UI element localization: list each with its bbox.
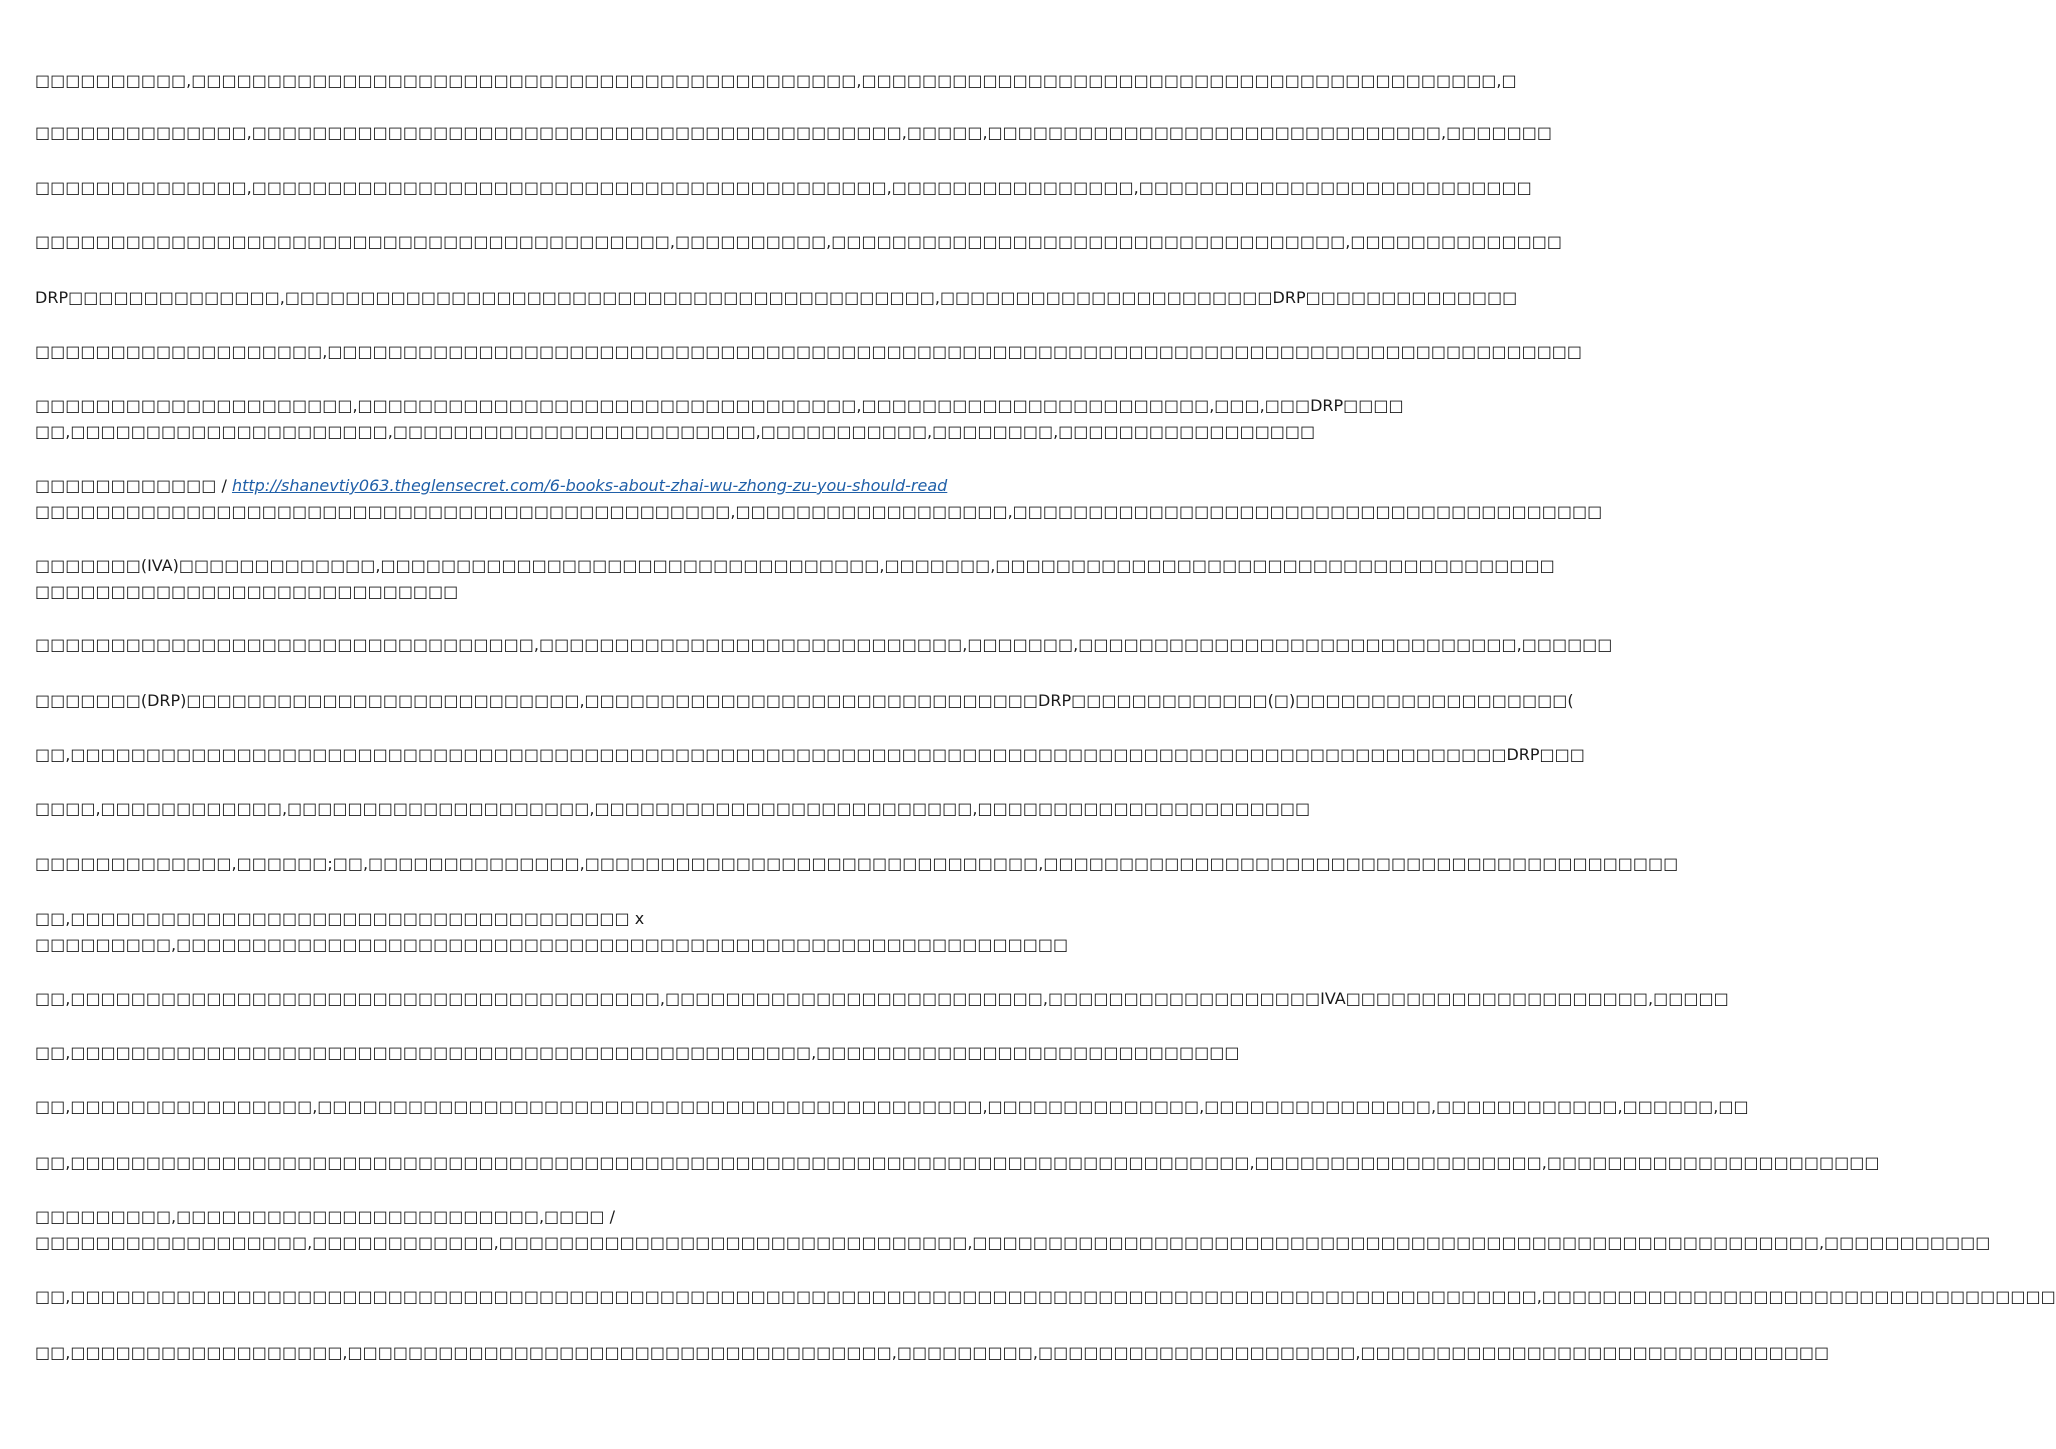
paragraph-line: □□,□□□□□□□□□□□□□□□□□□,□□□□□□□□□□□□□□□□□□□□□□□□□□□□□□□□□□□□,□□□□□□□□□,□□□□□□□□□□□□□□□□□□□□□,□□□□□□□□□□□□□□□□□□□□□□□□□□□□□□□: [35, 1343, 1830, 1362]
paragraph-11: [35, 688, 1574, 714]
paragraph-line: DRP□□□□□□□□□□□□□□,□□□□□□□□□□□□□□□□□□□□□□□□□□□□□□□□□□□□□□□□□□□,□□□□□□□□□□□□□□□□□□□□□□DRP□□□□□□□□□□□□□□: [35, 288, 1518, 307]
paragraph-line: □□,□□□□□□□□□□□□□□□□□□□□□□□□□□□□□□□□□□□□□□□□□□□□□□□□□□□□□□□□□□□□□□□□□□□□□□□□□□□□□□□□□□□□□□□□□□□□□□□□□,□□□□□□□□□□□□□□□□□□□□□□□□□□□□□□□□□□: [35, 1287, 2056, 1306]
paragraph-21: [35, 1284, 2056, 1310]
paragraph-18: [35, 1094, 1749, 1120]
paragraph-16: [35, 986, 1729, 1012]
paragraph-15: [35, 906, 1069, 958]
paragraph-line: □□,□□□□□□□□□□□□□□□□□□□□□,□□□□□□□□□□□□□□□□□□□□□□□□,□□□□□□□□□□□,□□□□□□□□,□□□□□□□□□□□□□□□□□: [35, 422, 1316, 441]
paragraph-22: [35, 1340, 1830, 1366]
paragraph-line: □□□□□□□□□,□□□□□□□□□□□□□□□□□□□□□□□□□□□□□□□□□□□□□□□□□□□□□□□□□□□□□□□□□□□: [35, 935, 1069, 954]
paragraph-line-text: □□□□□□□□□□□□ /: [35, 476, 232, 495]
paragraph-20: [35, 1204, 1991, 1256]
paragraph-line: □□,□□□□□□□□□□□□□□□□□□□□□□□□□□□□□□□□□□□□□□□,□□□□□□□□□□□□□□□□□□□□□□□□□,□□□□□□□□□□□□□□□□□□IVA□□□□□□□□□□□□□□□□□□□□,□□□□□: [35, 989, 1729, 1008]
paragraph-line: □□□□□□□□□□,□□□□□□□□□□□□□□□□□□□□□□□□□□□□□□□□□□□□□□□□□□□□,□□□□□□□□□□□□□□□□□□□□□□□□□□□□□□□□□□□□□□□□□□,□: [35, 71, 1517, 90]
paragraph-7: [35, 393, 1404, 445]
paragraph-1: [35, 68, 1517, 94]
paragraph-line: □□□□□□□□□□□□□□□□□□□□□□□□□□□□□□□□□,□□□□□□□□□□□□□□□□□□□□□□□□□□□□,□□□□□□□,□□□□□□□□□□□□□□□□□□□□□□□□□□□□□,□□□□□□: [35, 635, 1613, 654]
paragraph-line: [35, 473, 990, 499]
paragraph-line: □□□□,□□□□□□□□□□□□,□□□□□□□□□□□□□□□□□□□□,□□□□□□□□□□□□□□□□□□□□□□□□□,□□□□□□□□□□□□□□□□□□□□□□: [35, 799, 1311, 818]
paragraph-line: □□,□□□□□□□□□□□□□□□□□□□□□□□□□□□□□□□□□□□□□ x: [35, 909, 645, 928]
paragraph-line: □□□□□□□□□□□□□,□□□□□□;□□,□□□□□□□□□□□□□□,□□□□□□□□□□□□□□□□□□□□□□□□□□□□□□,□□□□□□□□□□□□□□□□□□□□□□□□□□□□□□□□□□□□□□□□□□: [35, 854, 1679, 873]
paragraph-line: □□□□□□□□□□□□□□□□□□,□□□□□□□□□□□□,□□□□□□□□□□□□□□□□□□□□□□□□□□□□□□□,□□□□□□□□□□□□□□□□□□□□□□□□□□□□□□□□□□□□□□□□□□□□□□□□□□□□□□□□,□□□□□□□□□□□: [35, 1233, 1991, 1252]
paragraph-line: □□□□□□□(DRP)□□□□□□□□□□□□□□□□□□□□□□□□□□,□□□□□□□□□□□□□□□□□□□□□□□□□□□□□□DRP□□□□□□□□□□□□□(□)□□□□□□□□□□□□□□□□□□(: [35, 691, 1574, 710]
paragraph-4: [35, 229, 1562, 255]
paragraph-13: [35, 796, 1311, 822]
paragraph-3: [35, 175, 1532, 201]
paragraph-6: [35, 339, 1583, 365]
paragraph-line: □□□□□□□□□□□□□□,□□□□□□□□□□□□□□□□□□□□□□□□□□□□□□□□□□□□□□□□□□,□□□□□□□□□□□□□□□□,□□□□□□□□□□□□□□□□□□□□□□□□□□: [35, 178, 1532, 197]
article-link[interactable]: http://shanevtiy063.theglensecret.com/6-books-about-zhai-wu-zhong-zu-you-should-read: [231, 476, 948, 495]
paragraph-17: [35, 1040, 1240, 1066]
paragraph-9: [35, 553, 1555, 605]
paragraph-line: □□□□□□□□□□□□□□□□□□□□□□□□□□□□□□□□□□□□□□□□□□□□□□,□□□□□□□□□□□□□□□□□□,□□□□□□□□□□□□□□□□□□□□□□□□□□□□□□□□□□□□□□□: [35, 502, 1603, 521]
paragraph-line: □□,□□□□□□□□□□□□□□□□□□□□□□□□□□□□□□□□□□□□□□□□□□□□□□□□□,□□□□□□□□□□□□□□□□□□□□□□□□□□□□: [35, 1043, 1240, 1062]
paragraph-line: □□□□□□□□□□□□□□□□□□□□□□□□□□□□: [35, 582, 459, 601]
paragraph-line: □□□□□□□(IVA)□□□□□□□□□□□□□,□□□□□□□□□□□□□□□□□□□□□□□□□□□□□□□□□,□□□□□□□,□□□□□□□□□□□□□□□□□□□□□□□□□□□□□□□□□□□□□: [35, 556, 1555, 575]
paragraph-line: □□,□□□□□□□□□□□□□□□□,□□□□□□□□□□□□□□□□□□□□□□□□□□□□□□□□□□□□□□□□□□□□,□□□□□□□□□□□□□□,□□□□□□□□□□□□□□□,□□□□□□□□□□□□,□□□□□□,□□: [35, 1097, 1749, 1116]
paragraph-line: □□,□□□□□□□□□□□□□□□□□□□□□□□□□□□□□□□□□□□□□□□□□□□□□□□□□□□□□□□□□□□□□□□□□□□□□□□□□□□□□□□□□□□□□□□□□□□□□□□DRP□□□: [35, 745, 1585, 764]
paragraph-2: [35, 120, 1552, 146]
paragraph-12: [35, 742, 1585, 768]
paragraph-line: □□□□□□□□□□□□□□□□□□□□□,□□□□□□□□□□□□□□□□□□□□□□□□□□□□□□□□□,□□□□□□□□□□□□□□□□□□□□□□□,□□□,□□□DRP□□□□: [35, 396, 1404, 415]
paragraph-19: [35, 1150, 1880, 1176]
paragraph-5: [35, 285, 1518, 311]
paragraph-line: □□□□□□□□□□□□□□□□□□□,□□□□□□□□□□□□□□□□□□□□□□□□□□□□□□□□□□□□□□□□□□□□□□□□□□□□□□□□□□□□□□□□□□□□□□□□□□□□□□□□□□□: [35, 342, 1583, 361]
paragraph-10: [35, 632, 1613, 658]
paragraph-line: □□□□□□□□□□□□□□□□□□□□□□□□□□□□□□□□□□□□□□□□□□,□□□□□□□□□□,□□□□□□□□□□□□□□□□□□□□□□□□□□□□□□□□□□,□□□□□□□□□□□□□□: [35, 232, 1562, 251]
paragraph-line: □□,□□□□□□□□□□□□□□□□□□□□□□□□□□□□□□□□□□□□□□□□□□□□□□□□□□□□□□□□□□□□□□□□□□□□□□□□□□□□□□,□□□□□□□□□□□□□□□□□□□,□□□□□□□□□□□□□□□□□□□□□□: [35, 1153, 1880, 1172]
paragraph-line: □□□□□□□□□□□□□□,□□□□□□□□□□□□□□□□□□□□□□□□□□□□□□□□□□□□□□□□□□□,□□□□□,□□□□□□□□□□□□□□□□□□□□□□□□□□□□□□,□□□□□□□: [35, 123, 1552, 142]
paragraph-line: □□□□□□□□□,□□□□□□□□□□□□□□□□□□□□□□□□,□□□□ /: [35, 1207, 615, 1226]
paragraph-8: [35, 473, 1603, 525]
paragraph-14: [35, 851, 1679, 877]
